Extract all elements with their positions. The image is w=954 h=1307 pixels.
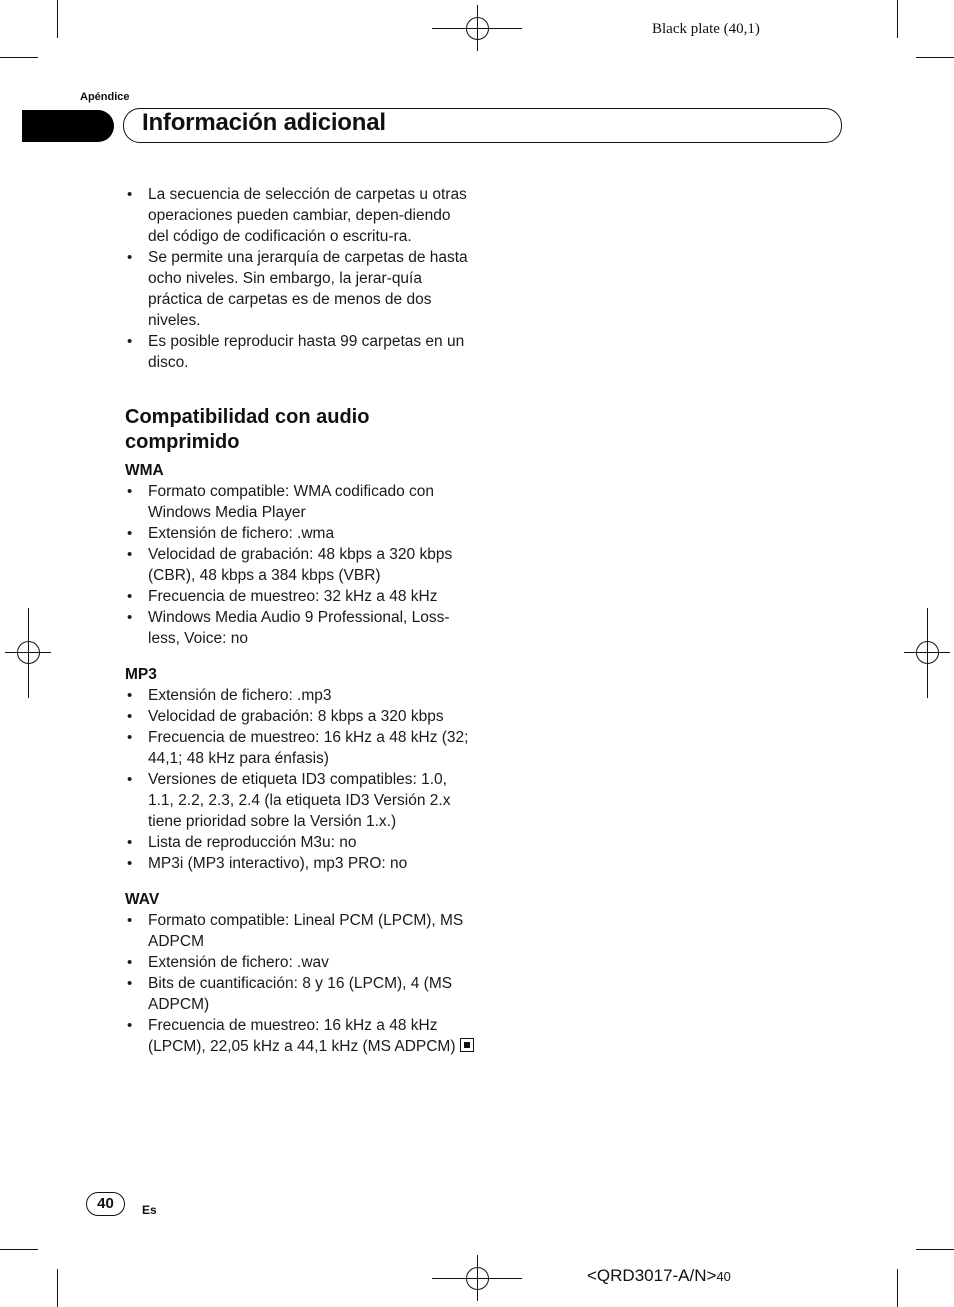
language-label: Es [142, 1203, 157, 1217]
list-item: • Es posible reproducir hasta 99 carpetas en un disco. [125, 331, 475, 373]
list-item: • Frecuencia de muestreo: 32 kHz a 48 kHz [125, 586, 475, 607]
list-item: • Lista de reproducción M3u: no [125, 832, 475, 853]
page-number: 40 [86, 1192, 125, 1216]
list-item: • Velocidad de grabación: 48 kbps a 320 kbps (CBR), 48 kbps a 384 kbps (VBR) [125, 544, 475, 586]
mp3-list [125, 685, 475, 874]
list-item: • Extensión de fichero: .mp3 [125, 685, 475, 706]
list-item: • Extensión de fichero: .wma [125, 523, 475, 544]
list-item-text: Frecuencia de muestreo: 16 kHz a 48 kHz (LPCM), 22,05 kHz a 44,1 kHz (MS ADPCM) [148, 1017, 456, 1055]
wav-list [125, 910, 475, 1057]
list-item: • MP3i (MP3 interactivo), mp3 PRO: no [125, 853, 475, 874]
wma-list [125, 481, 475, 649]
list-item: • Extensión de fichero: .wav [125, 952, 475, 973]
section-tab-block [22, 110, 114, 142]
list-item [125, 1015, 475, 1057]
list-item: • Formato compatible: Lineal PCM (LPCM), MS ADPCM [125, 910, 475, 952]
document-code-text: <QRD3017-A/N> [587, 1266, 717, 1285]
section-heading: Compatibilidad con audio comprimido [125, 406, 370, 453]
intro-list [125, 184, 475, 373]
list-item: • Formato compatible: WMA codificado con Windows Media Player [125, 481, 475, 523]
list-item: • Velocidad de grabación: 8 kbps a 320 kbps [125, 706, 475, 727]
document-code [587, 1266, 731, 1286]
list-item: • La secuencia de selección de carpetas u otras operaciones pueden cambiar, depen-diendo del código de codificación o escritu-ra. [125, 184, 475, 247]
subheading-wma: WMA [125, 462, 164, 479]
section-label: Apéndice [80, 91, 130, 103]
document-code-page: 40 [716, 1269, 731, 1284]
list-item: • Windows Media Audio 9 Professional, Loss-less, Voice: no [125, 607, 475, 649]
plate-label: Black plate (40,1) [652, 21, 760, 37]
subheading-wav: WAV [125, 891, 160, 908]
subheading-mp3: MP3 [125, 666, 157, 683]
end-of-section-icon [460, 1038, 474, 1052]
list-item: • Frecuencia de muestreo: 16 kHz a 48 kHz (32; 44,1; 48 kHz para énfasis) [125, 727, 475, 769]
list-item: • Se permite una jerarquía de carpetas de hasta ocho niveles. Sin embargo, la jerar-quía práctica de carpetas es de menos de dos niveles. [125, 247, 475, 331]
main-content [125, 184, 475, 1057]
list-item: • Versiones de etiqueta ID3 compatibles: 1.0, 1.1, 2.2, 2.3, 2.4 (la etiqueta ID3 Versión 2.x tiene prioridad sobre la Versión 1.x.) [125, 769, 475, 832]
page-title: Información adicional [142, 109, 386, 136]
list-item: • Bits de cuantificación: 8 y 16 (LPCM), 4 (MS ADPCM) [125, 973, 475, 1015]
